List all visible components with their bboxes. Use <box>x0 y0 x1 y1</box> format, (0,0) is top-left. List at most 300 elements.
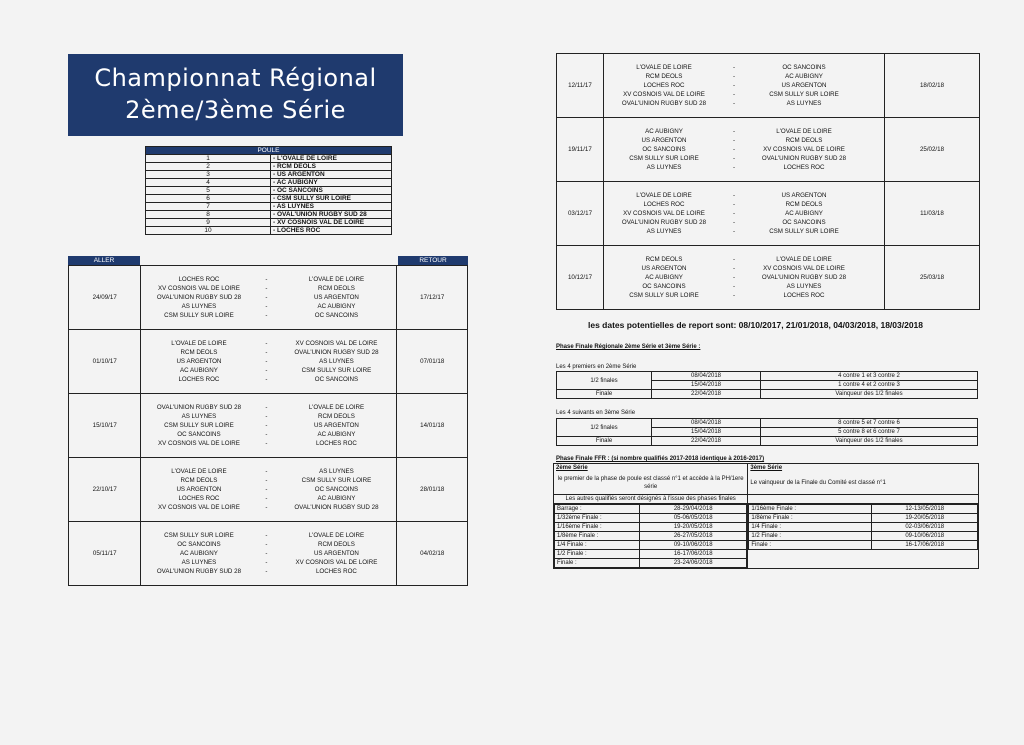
poule-number: 4 <box>146 179 271 187</box>
match-separator: - <box>732 274 736 281</box>
title-line-1: Championnat Régional <box>94 64 377 92</box>
phase-stage: 1/2 finales <box>557 419 652 437</box>
aller-date: 15/10/17 <box>69 394 141 458</box>
ffr-date: 16-17/06/2018 <box>640 550 747 559</box>
match-separator: - <box>265 532 268 539</box>
round-row <box>69 330 468 394</box>
poule-number: 7 <box>146 203 271 211</box>
ffr-date: 28-29/04/2018 <box>640 505 747 514</box>
poule-row <box>146 203 392 211</box>
ffr-row <box>555 532 747 541</box>
home-team: L'OVALE DE LOIRE <box>636 192 692 199</box>
matches-cell <box>141 330 397 394</box>
match-line <box>604 264 884 273</box>
ffr-stage: 1/4 Finale : <box>555 541 640 550</box>
home-team: US ARGENTON <box>176 358 222 365</box>
match-separator: - <box>732 128 736 135</box>
ffr-row <box>749 505 978 514</box>
round-row <box>557 246 980 310</box>
away-team: RCM DEOLS <box>318 413 355 420</box>
ffr-row <box>555 505 747 514</box>
away-team: OC SANCOINS <box>782 219 826 226</box>
poule-team: - XV COSNOIS VAL DE LOIRE <box>271 219 392 227</box>
home-team: US ARGENTON <box>176 486 222 493</box>
away-team: OC SANCOINS <box>782 64 826 71</box>
phase-date: 08/04/2018 <box>652 419 761 428</box>
match-line <box>604 145 884 154</box>
match-line <box>141 357 396 366</box>
match-separator: - <box>265 541 268 548</box>
match-line <box>141 311 396 320</box>
match-line <box>141 503 396 512</box>
matches-cell <box>141 394 397 458</box>
ffr-row <box>555 541 747 550</box>
match-separator: - <box>732 201 736 208</box>
ffr-left-text2: Les autres qualifiés seront désignés à l'issue des phases finales <box>554 495 748 504</box>
poule-number: 8 <box>146 211 271 219</box>
match-separator: - <box>265 559 268 566</box>
match-separator: - <box>265 404 268 411</box>
home-team: LOCHES ROC <box>178 276 220 283</box>
away-team: L'OVALE DE LOIRE <box>308 404 365 411</box>
home-team: XV COSNOIS VAL DE LOIRE <box>158 504 240 511</box>
poule-number: 1 <box>146 155 271 163</box>
match-line <box>141 494 396 503</box>
away-team: RCM DEOLS <box>318 285 355 292</box>
home-team: RCM DEOLS <box>645 73 683 80</box>
ffr-date: 02-03/06/2018 <box>872 523 978 532</box>
match-separator: - <box>265 276 268 283</box>
home-team: CSM SULLY SUR LOIRE <box>629 292 699 299</box>
matches-cell <box>604 246 885 310</box>
poule-row <box>146 171 392 179</box>
retour-date: 25/02/18 <box>885 118 980 182</box>
match-separator: - <box>732 256 736 263</box>
away-team: CSM SULLY SUR LOIRE <box>301 477 372 484</box>
phase-desc: 1 contre 4 et 2 contre 3 <box>761 381 978 390</box>
retour-date: 04/02/18 <box>397 522 468 586</box>
home-team: AC AUBIGNY <box>180 367 218 374</box>
title-line-2: 2ème/3ème Série <box>125 96 346 124</box>
away-team: L'OVALE DE LOIRE <box>308 276 365 283</box>
report-dates-note: les dates potentielles de report sont: 08/10/2017, 21/01/2018, 04/03/2018, 18/03/2018 <box>588 320 924 330</box>
ffr-row <box>555 550 747 559</box>
poule-number: 2 <box>146 163 271 171</box>
home-team: XV COSNOIS VAL DE LOIRE <box>623 91 705 98</box>
away-team: US ARGENTON <box>781 82 827 89</box>
phase-desc: 5 contre 8 et 6 contre 7 <box>761 428 978 437</box>
match-separator: - <box>732 292 736 299</box>
away-team: LOCHES ROC <box>315 440 357 447</box>
phase-desc: 4 contre 1 et 3 contre 2 <box>761 372 978 381</box>
aller-date: 05/11/17 <box>69 522 141 586</box>
match-line <box>604 81 884 90</box>
home-team: US ARGENTON <box>641 137 687 144</box>
poule-number: 3 <box>146 171 271 179</box>
match-separator: - <box>265 495 268 502</box>
away-team: OC SANCOINS <box>314 486 359 493</box>
poule-row <box>146 163 392 171</box>
home-team: RCM DEOLS <box>180 477 218 484</box>
match-line <box>141 339 396 348</box>
away-team: CSM SULLY SUR LOIRE <box>769 91 839 98</box>
match-line <box>141 549 396 558</box>
matches-cell <box>604 54 885 118</box>
retour-date: 18/02/18 <box>885 54 980 118</box>
home-team: OC SANCOINS <box>642 283 686 290</box>
away-team: OC SANCOINS <box>314 312 359 319</box>
match-line <box>141 567 396 576</box>
match-separator: - <box>265 468 268 475</box>
home-team: XV COSNOIS VAL DE LOIRE <box>158 285 240 292</box>
match-line <box>141 439 396 448</box>
match-separator: - <box>265 285 268 292</box>
phase-ffr-title: Phase Finale FFR : (si nombre qualifiés 2017-2018 identique à 2016-2017) <box>556 456 765 462</box>
match-line <box>141 485 396 494</box>
away-team: L'OVALE DE LOIRE <box>776 256 832 263</box>
phase-stage: Finale <box>557 437 652 446</box>
ffr-left-rows <box>554 504 747 568</box>
poule-team: - OVAL'UNION RUGBY SUD 28 <box>271 211 392 219</box>
home-team: AS LUYNES <box>646 164 682 171</box>
match-separator: - <box>265 504 268 511</box>
home-team: LOCHES ROC <box>178 376 220 383</box>
match-line <box>141 558 396 567</box>
match-line <box>604 136 884 145</box>
phase-stage: 1/2 finales <box>557 372 652 390</box>
ffr-stage: Finale : <box>555 559 640 568</box>
poule-team: - RCM DEOLS <box>271 163 392 171</box>
away-team: LOCHES ROC <box>783 164 825 171</box>
match-separator: - <box>265 358 268 365</box>
ffr-stage: 1/16ème Finale : <box>749 505 872 514</box>
match-line <box>141 275 396 284</box>
match-separator: - <box>732 228 736 235</box>
matches-cell <box>141 522 397 586</box>
aller-date: 03/12/17 <box>557 182 604 246</box>
poule-team: - AS LUYNES <box>271 203 392 211</box>
match-line <box>604 273 884 282</box>
home-team: LOCHES ROC <box>643 82 685 89</box>
ffr-date: 26-27/05/2018 <box>640 532 747 541</box>
phase-date: 08/04/2018 <box>652 372 761 381</box>
ffr-right-text: Le vainqueur de la Finale du Comité est classé n°1 <box>748 472 979 495</box>
match-line <box>604 163 884 172</box>
match-separator: - <box>265 312 268 319</box>
match-line <box>141 366 396 375</box>
group1-label: Les 4 premiers en 2ème Série <box>556 364 637 370</box>
poule-table <box>145 146 392 235</box>
poule-team: - US ARGENTON <box>271 171 392 179</box>
retour-date: 11/03/18 <box>885 182 980 246</box>
away-team: RCM DEOLS <box>785 137 823 144</box>
ffr-date: 19-20/05/2018 <box>872 514 978 523</box>
phase-group2-table <box>556 418 978 446</box>
ffr-date: 16-17/06/2018 <box>872 541 978 550</box>
phase-regionale-title: Phase Finale Régionale 2ème Série et 3ème Série : <box>556 344 701 350</box>
home-team: LOCHES ROC <box>178 495 220 502</box>
home-team: OC SANCOINS <box>177 541 221 548</box>
match-separator: - <box>732 265 736 272</box>
away-team: CSM SULLY SUR LOIRE <box>769 228 839 235</box>
ffr-stage: 1/8ème Finale : <box>555 532 640 541</box>
ffr-date: 09-10/06/2018 <box>640 541 747 550</box>
phase-desc: Vainqueur des 1/2 finales <box>761 437 978 446</box>
match-separator: - <box>265 477 268 484</box>
match-separator: - <box>732 210 736 217</box>
away-team: OVAL'UNION RUGBY SUD 28 <box>294 504 379 511</box>
ffr-stage: 1/16ème Finale : <box>555 523 640 532</box>
match-line <box>604 282 884 291</box>
retour-date: 25/03/18 <box>885 246 980 310</box>
matches-cell <box>604 182 885 246</box>
ffr-right-rows <box>748 504 978 550</box>
match-line <box>141 430 396 439</box>
match-line <box>604 72 884 81</box>
phase-date: 22/04/2018 <box>652 437 761 446</box>
match-line <box>141 293 396 302</box>
phase-date: 22/04/2018 <box>652 390 761 399</box>
away-team: L'OVALE DE LOIRE <box>776 128 832 135</box>
match-line <box>604 291 884 300</box>
match-separator: - <box>732 164 736 171</box>
match-separator: - <box>265 568 268 575</box>
poule-row <box>146 227 392 235</box>
match-line <box>141 403 396 412</box>
poule-row <box>146 219 392 227</box>
ffr-row <box>555 514 747 523</box>
home-team: OVAL'UNION RUGBY SUD 28 <box>156 568 242 575</box>
away-team: RCM DEOLS <box>785 201 823 208</box>
ffr-row <box>749 523 978 532</box>
round-row <box>69 458 468 522</box>
aller-date: 19/11/17 <box>557 118 604 182</box>
match-line <box>604 200 884 209</box>
match-line <box>604 127 884 136</box>
home-team: AS LUYNES <box>181 413 217 420</box>
match-line <box>141 375 396 384</box>
poule-number: 6 <box>146 195 271 203</box>
away-team: XV COSNOIS VAL DE LOIRE <box>763 265 845 272</box>
group2-label: Les 4 suivants en 3ème Série <box>556 410 636 416</box>
match-separator: - <box>732 146 736 153</box>
match-separator: - <box>732 82 736 89</box>
match-separator: - <box>732 192 736 199</box>
match-separator: - <box>265 303 268 310</box>
ffr-stage: 1/32ème Finale : <box>555 514 640 523</box>
away-team: OC SANCOINS <box>314 376 359 383</box>
away-team: US ARGENTON <box>313 550 359 557</box>
home-team: L'OVALE DE LOIRE <box>171 340 227 347</box>
match-separator: - <box>265 294 268 301</box>
match-separator: - <box>732 155 736 162</box>
round-row <box>69 394 468 458</box>
match-separator: - <box>732 73 736 80</box>
away-team: AC AUBIGNY <box>317 431 356 438</box>
phase-stage: Finale <box>557 390 652 399</box>
aller-header: ALLER <box>68 256 140 265</box>
ffr-left-header: 2ème Série <box>554 464 748 473</box>
match-separator: - <box>265 349 268 356</box>
home-team: AS LUYNES <box>646 228 682 235</box>
ffr-date: 23-24/06/2018 <box>640 559 747 568</box>
match-separator: - <box>732 91 736 98</box>
poule-team: - CSM SULLY SUR LOIRE <box>271 195 392 203</box>
retour-header: RETOUR <box>398 256 468 265</box>
away-team: OVAL'UNION RUGBY SUD 28 <box>294 349 379 356</box>
retour-date: 28/01/18 <box>397 458 468 522</box>
match-line <box>604 255 884 264</box>
phase-date: 15/04/2018 <box>652 381 761 390</box>
away-team: AS LUYNES <box>786 100 822 107</box>
ffr-stage: Finale : <box>749 541 872 550</box>
match-separator: - <box>265 340 268 347</box>
away-team: US ARGENTON <box>313 294 359 301</box>
ffr-stage: 1/2 Finale : <box>555 550 640 559</box>
poule-row <box>146 211 392 219</box>
away-team: AS LUYNES <box>319 468 354 475</box>
away-team: LOCHES ROC <box>315 568 357 575</box>
away-team: AC AUBIGNY <box>785 73 823 80</box>
schedule-right <box>556 53 980 310</box>
poule-row <box>146 155 392 163</box>
away-team: OVAL'UNION RUGBY SUD 28 <box>761 274 847 281</box>
phase-row <box>557 372 978 381</box>
match-line <box>604 154 884 163</box>
phase-desc: Vainqueur des 1/2 finales <box>761 390 978 399</box>
matches-cell <box>604 118 885 182</box>
ffr-row <box>749 532 978 541</box>
home-team: OVAL'UNION RUGBY SUD 28 <box>621 219 707 226</box>
aller-date: 22/10/17 <box>69 458 141 522</box>
round-row <box>69 522 468 586</box>
away-team: OVAL'UNION RUGBY SUD 28 <box>761 155 847 162</box>
away-team: L'OVALE DE LOIRE <box>308 532 365 539</box>
match-separator: - <box>732 283 736 290</box>
match-line <box>604 227 884 236</box>
match-line <box>604 209 884 218</box>
phase-group1-table <box>556 371 978 399</box>
away-team: AS LUYNES <box>319 358 354 365</box>
away-team: AC AUBIGNY <box>317 303 356 310</box>
match-line <box>141 531 396 540</box>
home-team: AS LUYNES <box>181 559 217 566</box>
home-team: XV COSNOIS VAL DE LOIRE <box>158 440 240 447</box>
round-row <box>69 266 468 330</box>
match-line <box>141 412 396 421</box>
phase-row <box>557 390 978 399</box>
matches-cell <box>141 266 397 330</box>
ffr-left-text1: le premier de la phase de poule est classé n°1 et accède à la PH/1ere série <box>554 472 748 495</box>
match-separator: - <box>265 376 268 383</box>
match-separator: - <box>265 422 268 429</box>
match-separator: - <box>732 64 736 71</box>
schedule-left <box>68 265 468 586</box>
phase-row <box>557 437 978 446</box>
home-team: OVAL'UNION RUGBY SUD 28 <box>156 404 242 411</box>
ffr-stage: 1/8ème Finale : <box>749 514 872 523</box>
home-team: RCM DEOLS <box>180 349 218 356</box>
match-line <box>141 284 396 293</box>
aller-date: 12/11/17 <box>557 54 604 118</box>
poule-number: 9 <box>146 219 271 227</box>
ffr-date: 12-13/05/2018 <box>872 505 978 514</box>
match-separator: - <box>265 486 268 493</box>
ffr-row <box>749 514 978 523</box>
ffr-row <box>555 559 747 568</box>
round-row <box>557 118 980 182</box>
home-team: AC AUBIGNY <box>645 128 683 135</box>
phase-row <box>557 419 978 428</box>
poule-number: 5 <box>146 187 271 195</box>
home-team: CSM SULLY SUR LOIRE <box>629 155 699 162</box>
away-team: AC AUBIGNY <box>785 210 823 217</box>
ffr-right-header: 3ème Série <box>748 464 979 473</box>
ffr-row <box>555 523 747 532</box>
home-team: XV COSNOIS VAL DE LOIRE <box>623 210 705 217</box>
ffr-row <box>749 541 978 550</box>
ffr-date: 05-06/05/2018 <box>640 514 747 523</box>
home-team: OVAL'UNION RUGBY SUD 28 <box>621 100 707 107</box>
round-row <box>557 182 980 246</box>
match-line <box>141 421 396 430</box>
away-team: US ARGENTON <box>313 422 359 429</box>
away-team: AC AUBIGNY <box>317 495 356 502</box>
retour-date: 07/01/18 <box>397 330 468 394</box>
aller-date: 10/12/17 <box>557 246 604 310</box>
home-team: OVAL'UNION RUGBY SUD 28 <box>156 294 242 301</box>
poule-team: - L'OVALE DE LOIRE <box>271 155 392 163</box>
home-team: AC AUBIGNY <box>645 274 683 281</box>
away-team: CSM SULLY SUR LOIRE <box>301 367 372 374</box>
poule-team: - OC SANCOINS <box>271 187 392 195</box>
home-team: AS LUYNES <box>181 303 217 310</box>
match-line <box>141 467 396 476</box>
aller-date: 01/10/17 <box>69 330 141 394</box>
home-team: OC SANCOINS <box>177 431 221 438</box>
match-separator: - <box>732 100 736 107</box>
home-team: L'OVALE DE LOIRE <box>171 468 227 475</box>
poule-row <box>146 179 392 187</box>
home-team: CSM SULLY SUR LOIRE <box>164 532 234 539</box>
poule-number: 10 <box>146 227 271 235</box>
away-team: US ARGENTON <box>781 192 827 199</box>
match-separator: - <box>265 413 268 420</box>
away-team: AS LUYNES <box>786 283 822 290</box>
home-team: LOCHES ROC <box>643 201 685 208</box>
away-team: RCM DEOLS <box>318 541 355 548</box>
match-line <box>604 99 884 108</box>
match-line <box>604 63 884 72</box>
home-team: OC SANCOINS <box>642 146 686 153</box>
aller-date: 24/09/17 <box>69 266 141 330</box>
ffr-date: 09-10/06/2018 <box>872 532 978 541</box>
match-separator: - <box>265 550 268 557</box>
poule-row <box>146 187 392 195</box>
round-row <box>557 54 980 118</box>
away-team: XV COSNOIS VAL DE LOIRE <box>295 340 378 347</box>
match-line <box>604 218 884 227</box>
home-team: L'OVALE DE LOIRE <box>636 64 692 71</box>
match-separator: - <box>265 440 268 447</box>
home-team: AC AUBIGNY <box>180 550 218 557</box>
retour-date: 17/12/17 <box>397 266 468 330</box>
match-line <box>141 540 396 549</box>
match-line <box>604 90 884 99</box>
poule-row <box>146 195 392 203</box>
phase-date: 15/04/2018 <box>652 428 761 437</box>
match-separator: - <box>732 137 736 144</box>
